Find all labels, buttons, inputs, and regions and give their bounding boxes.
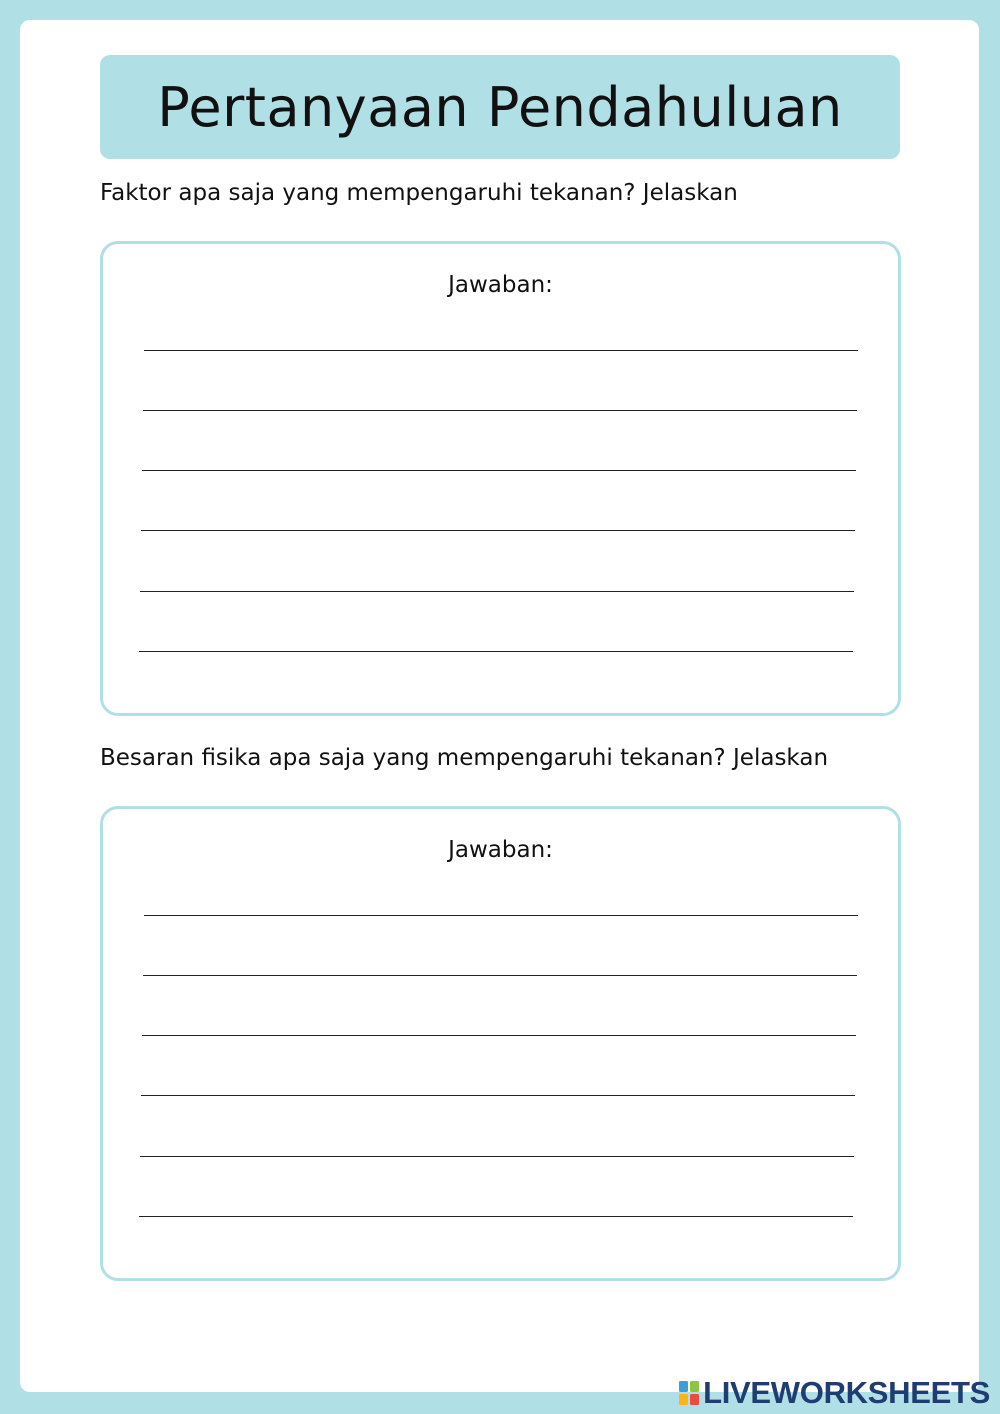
answer-line[interactable] (142, 470, 856, 471)
worksheet-page (20, 20, 979, 1392)
answer-line[interactable] (141, 1095, 855, 1096)
answer-box-2[interactable] (100, 806, 901, 1281)
page-title: Pertanyaan Pendahuluan (157, 75, 843, 139)
answer-line[interactable] (144, 915, 858, 916)
answer-line[interactable] (143, 410, 857, 411)
answer-box-1[interactable] (100, 241, 901, 716)
question-1-text: Faktor apa saja yang mempengaruhi tekanan? Jelaskan (100, 180, 738, 206)
answer-line[interactable] (141, 530, 855, 531)
liveworksheets-logo-icon (679, 1381, 699, 1405)
liveworksheets-brand[interactable] (679, 1377, 990, 1408)
answer-label-1: Jawaban: (448, 272, 553, 298)
answer-label-2: Jawaban: (448, 837, 553, 863)
answer-line[interactable] (142, 1035, 856, 1036)
answer-line[interactable] (144, 350, 858, 351)
answer-line[interactable] (143, 975, 857, 976)
brand-name: LIVEWORKSHEETS (703, 1375, 990, 1410)
question-2-text: Besaran fisika apa saja yang mempengaruhi tekanan? Jelaskan (100, 745, 829, 771)
answer-line[interactable] (140, 591, 854, 592)
answer-line[interactable] (139, 651, 853, 652)
answer-line[interactable] (140, 1156, 854, 1157)
answer-line[interactable] (139, 1216, 853, 1217)
title-banner (100, 55, 900, 159)
